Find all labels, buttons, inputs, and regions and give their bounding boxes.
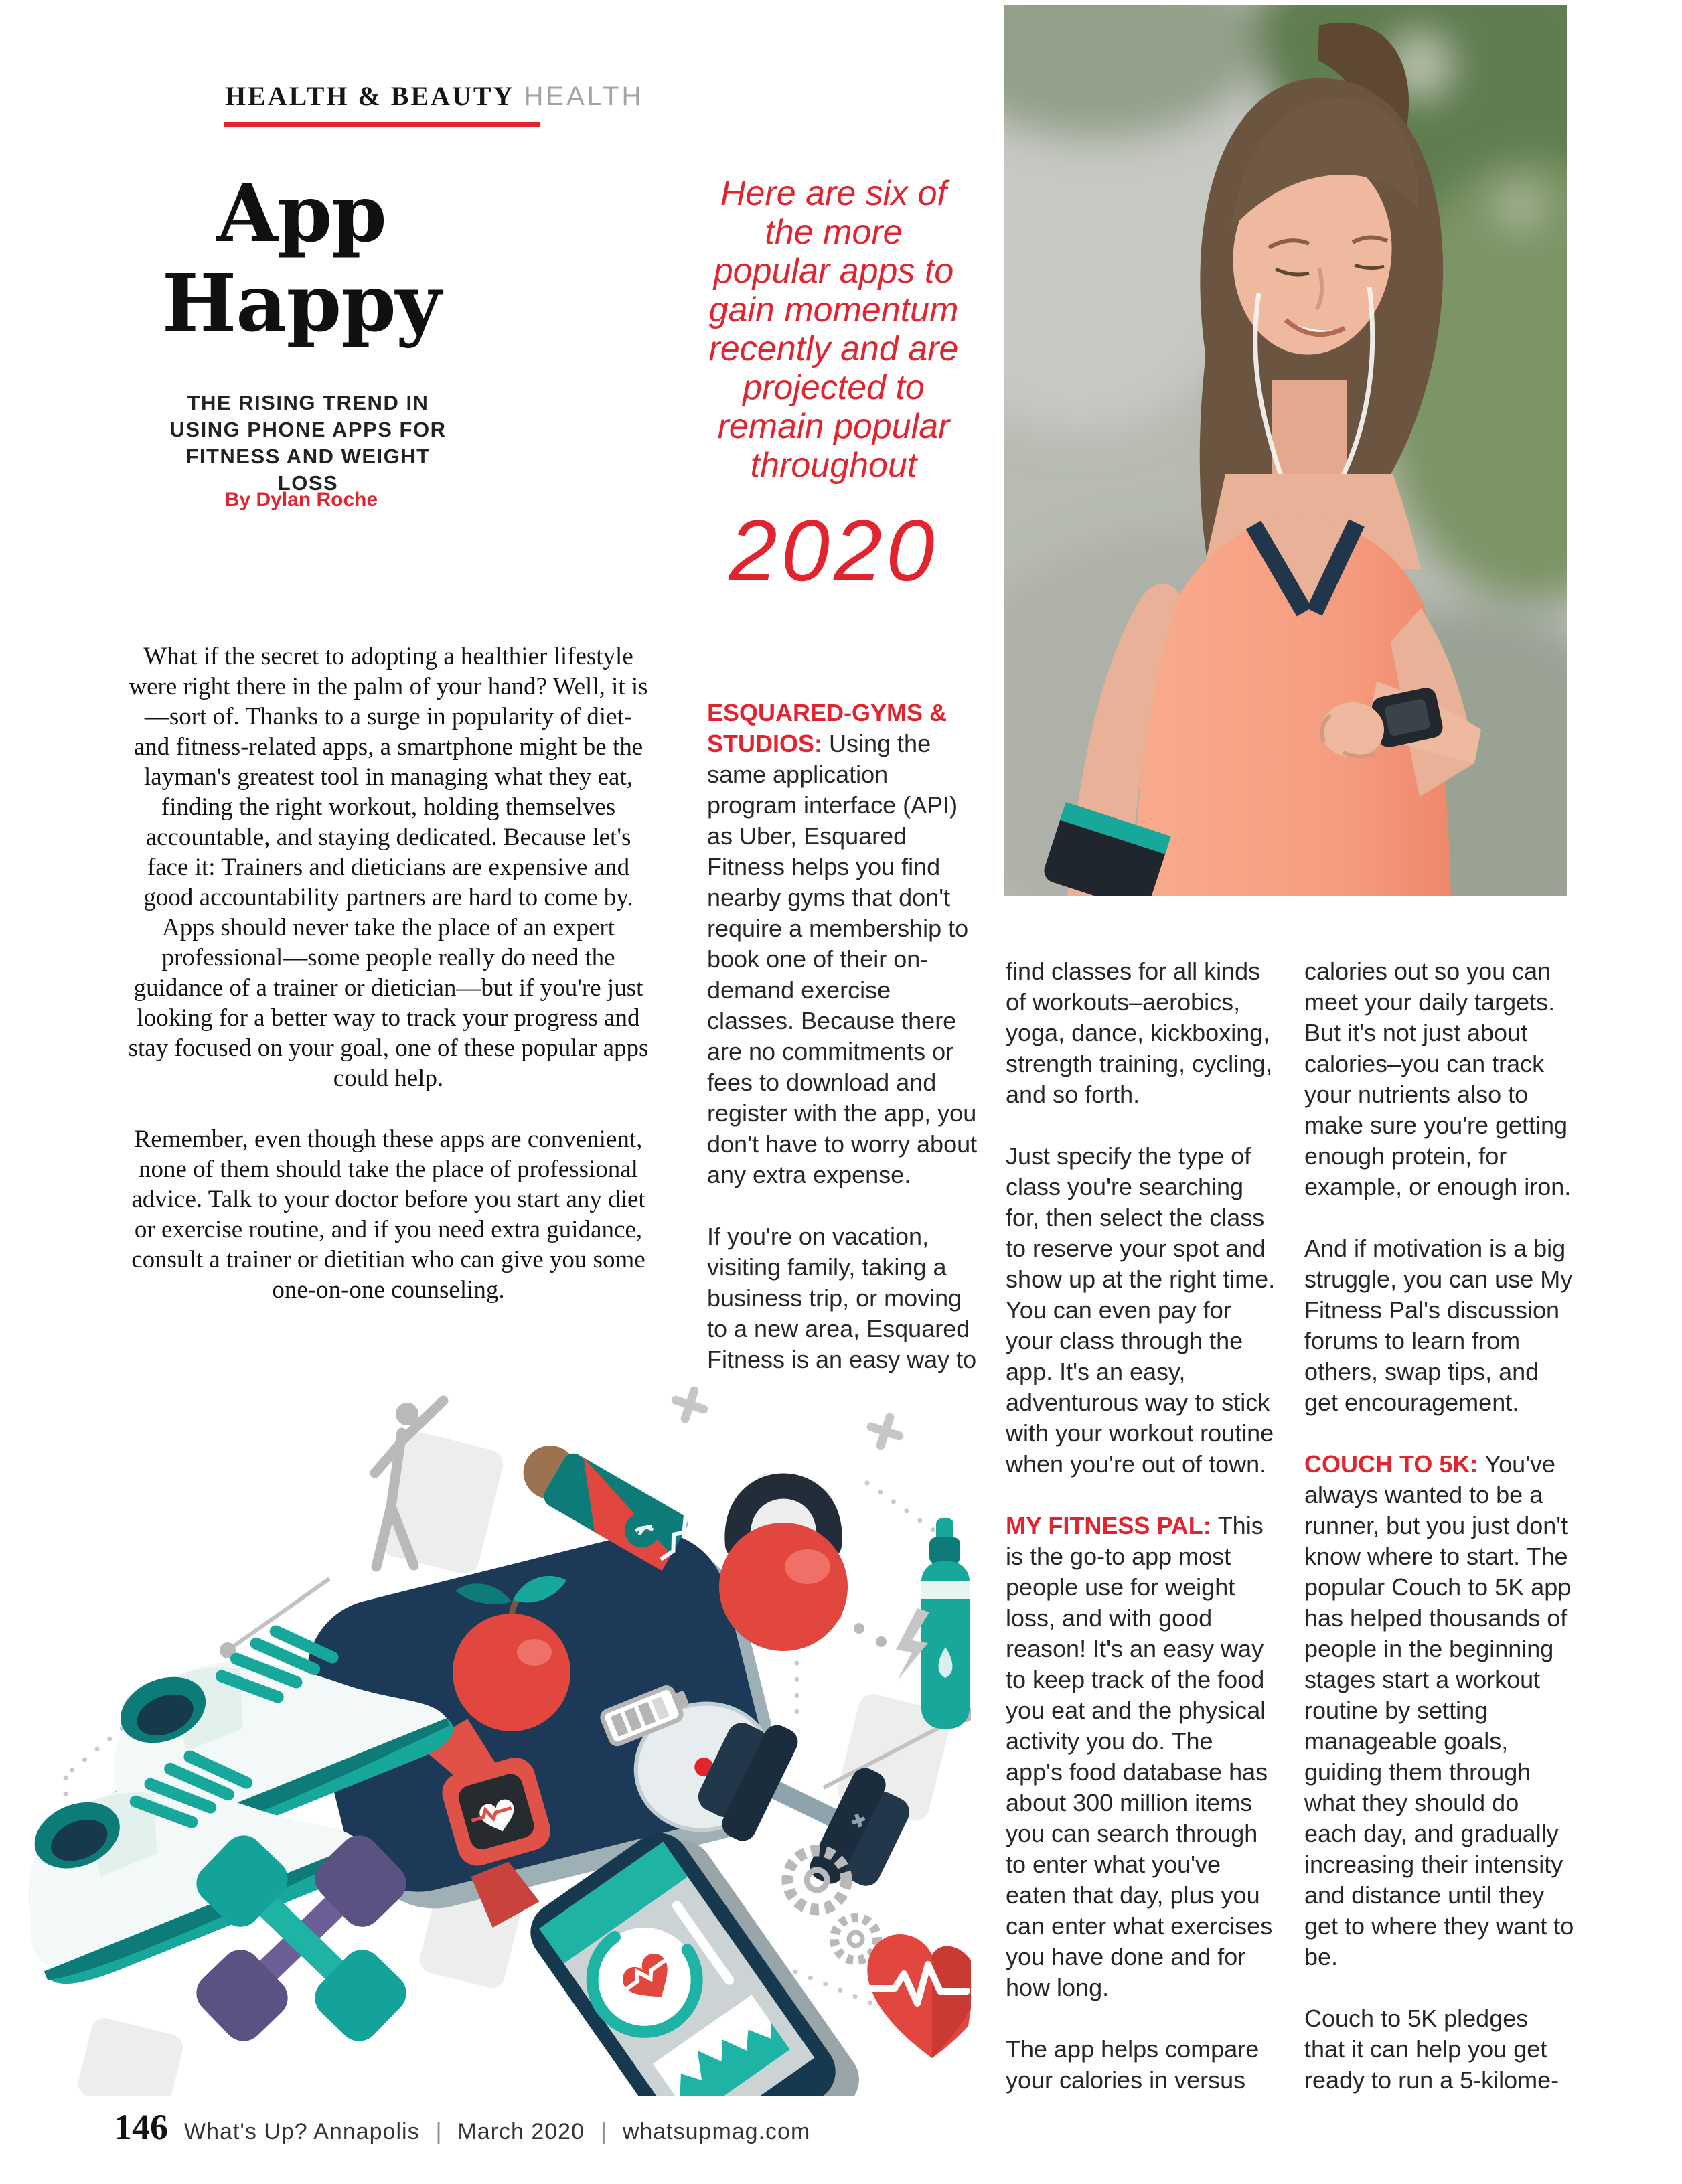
paragraph-text: Just specify the type of class you're searching for, then select the class to reserve your spot and show up at the right time. You can even pay for your class through the app. It's an easy, adventurous way to stick with your workout routine when you're out of town. [1006, 1142, 1276, 1478]
paragraph-text: Using the same application program interface (API) as Uber, Esquared Fitness helps you find nearby gyms that don't require a membership to book one of their on-demand exercise classes. Because there are no commitments or fees to download and register with the app, you don't have to worry about any extra expense. [707, 730, 978, 1188]
page-title-line2: Happy [161, 256, 441, 349]
paragraph-text: Couch to 5K pledges that it can help you get ready to run a 5-kilome- [1304, 2005, 1559, 2094]
byline: By Dylan Roche [224, 489, 378, 511]
body-paragraph [1304, 956, 1575, 1202]
body-paragraph [707, 1221, 978, 1375]
pull-quote-text: Here are six of the more popular apps to gain momentum recently and are projected to remain popular throughout [708, 174, 959, 485]
page-title [100, 169, 502, 348]
kicker-rule [224, 122, 540, 127]
body-paragraph [1006, 1510, 1276, 2003]
paragraph-text: The app helps compare your calories in versus [1006, 2035, 1259, 2094]
column-2 [1006, 956, 1276, 2126]
body-paragraph [707, 698, 978, 1190]
page-footer [114, 2106, 810, 2148]
kicker-secondary: HEALTH [524, 82, 644, 111]
heart-ekg-icon [867, 1934, 971, 2058]
paragraph-text: And if motivation is a big struggle, you can use My Fitness Pal's discussion forums to learn from others, swap tips, and get encouragement. [1304, 1235, 1573, 1416]
body-paragraph [1304, 1233, 1575, 1418]
water-bottle-icon [921, 1518, 970, 1729]
section-lead-myfitnesspal: MY FITNESS PAL: [1006, 1512, 1211, 1539]
kicker-primary: HEALTH & BEAUTY [225, 81, 515, 111]
section-kicker [225, 80, 643, 112]
page-number: 146 [114, 2107, 168, 2147]
section-lead-esquared: ESQUARED-GYMS & STUDIOS: [707, 699, 947, 757]
intro-paragraphs [124, 641, 653, 1336]
pull-quote [706, 174, 961, 597]
paragraph-text: You've always wanted to be a runner, but you just don't know where to start. The popular Couch to 5K app has helped thousands of people in the beginning stages start a workout routine by setting manageable goals, guiding them through what they should do each day, and gradually increasing their intensity and distance until they get to where they want to be. [1304, 1450, 1574, 1970]
paragraph-text: calories out so you can meet your daily targets. But it's not just about calories–you can track your nutrients also to make sure you're getting enough protein, for example, or enough iron. [1304, 957, 1572, 1200]
intro-paragraph-2: Remember, even though these apps are convenient, none of them should take the place of professional advice. Talk to your doctor before you start any diet or exercise routine, and if you need extra guidance, consult a trainer or dietitian who can give you some one-on-one counseling. [131, 1125, 645, 1304]
fitness-icons-illustration [27, 1366, 971, 2096]
jogger-photo [1004, 5, 1567, 896]
column-3 [1304, 956, 1575, 2126]
footer-separator: | [435, 2119, 442, 2144]
footer-website: whatsupmag.com [622, 2119, 811, 2144]
body-paragraph [1006, 2034, 1276, 2096]
body-paragraph [1304, 1449, 1575, 1972]
jogger-photo-art [1004, 5, 1567, 896]
pull-quote-year: 2020 [729, 501, 939, 599]
article-subtitle: THE RISING TREND IN USING PHONE APPS FOR FITNESS AND WEIGHT LOSS [169, 391, 447, 495]
paragraph-text: If you're on vacation, visiting family, taking a business trip, or moving to a new area, Esquared Fitness is an easy way to [707, 1223, 977, 1373]
section-lead-couchto5k: COUCH TO 5K: [1304, 1450, 1478, 1478]
paragraph-text: This is the go-to app most people use for weight loss, and with good reason! It's an easy way to keep track of the food you eat and the physical activity you do. The app's food database has about 300 million items you can search through to enter what you've eaten that day, plus you can enter what exercises you have done and for how long. [1006, 1512, 1273, 2001]
page-title-line1: App [216, 167, 386, 260]
footer-issue: March 2020 [457, 2119, 585, 2144]
fitness-icons-art [27, 1366, 971, 2096]
intro-paragraph-1: What if the secret to adopting a healthier lifestyle were right there in the palm of your hand? Well, it is—sort of. Thanks to a surge in popularity of diet- and fitness-related apps, a smartphone might be the layman's greatest tool in managing what they eat, finding the right workout, holding themselves accountable, and staying dedicated. Because let's face it: Trainers and dieticians are expensive and good accountability partners are hard to come by. Apps should never take the place of an expert professional—some people really do need the guidance of a trainer or dietician—but if you're just looking for a better way to track your progress and stay focused on your goal, one of these popular apps could help. [128, 643, 649, 1092]
footer-magazine: What's Up? Annapolis [184, 2119, 420, 2144]
column-1 [707, 698, 978, 1406]
body-paragraph [1304, 2003, 1575, 2096]
body-paragraph [1006, 1141, 1276, 1480]
paragraph-text: find classes for all kinds of workouts–aerobics, yoga, dance, kickboxing, strength training, cycling, and so forth. [1006, 957, 1273, 1108]
body-paragraph [1006, 956, 1276, 1110]
footer-separator: | [600, 2119, 607, 2144]
